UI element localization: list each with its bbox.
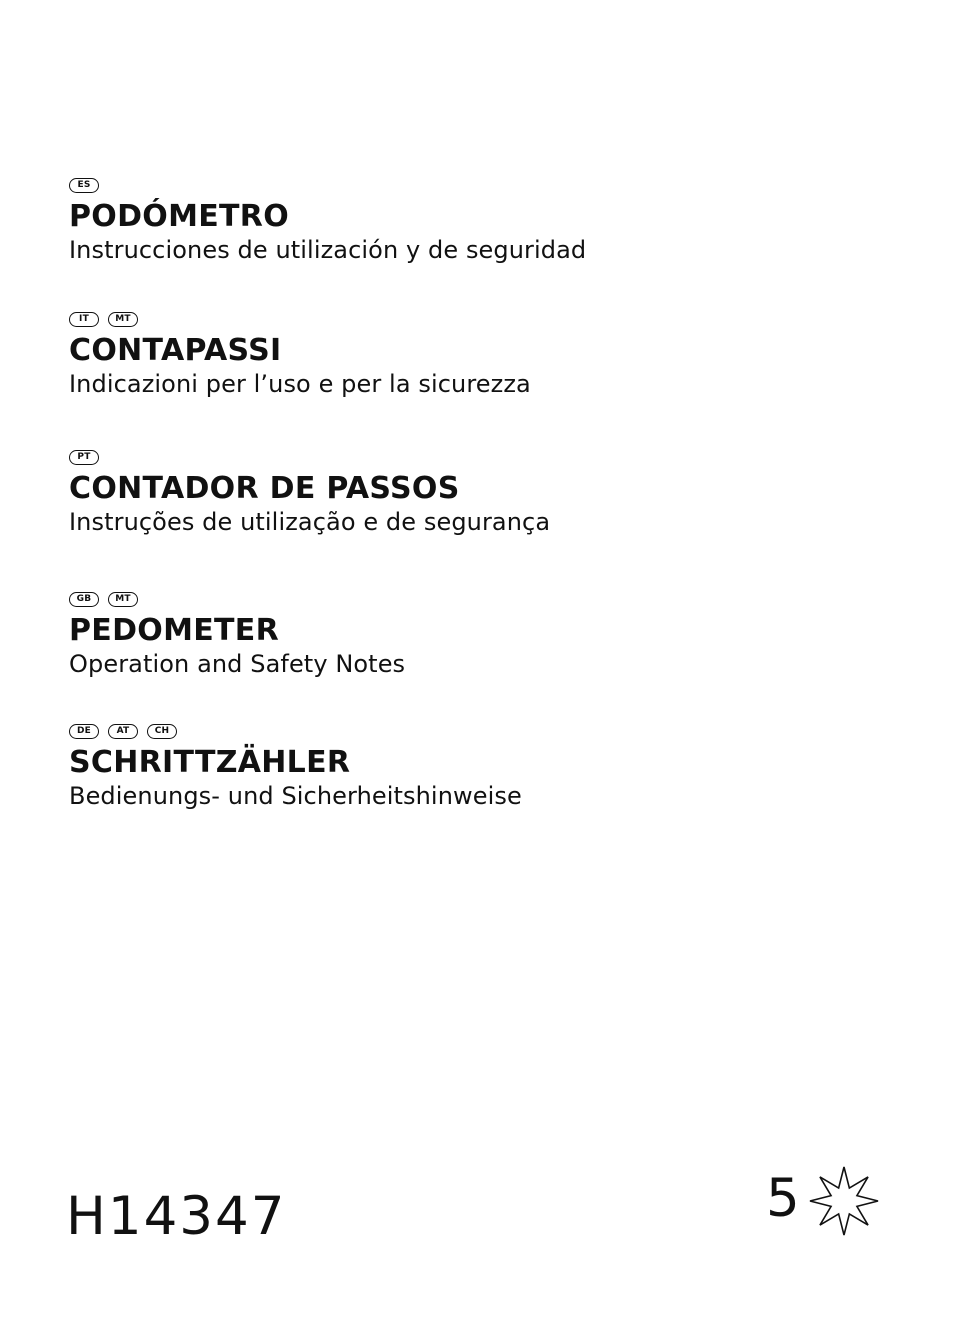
language-section-gb [69,591,405,679]
language-section-it [69,311,531,399]
language-badges [69,723,522,740]
section-title: PODÓMETRO [69,199,290,234]
starburst-icon [808,1165,880,1237]
language-badge-de: DE [69,724,99,739]
section-title: CONTADOR DE PASSOS [69,471,460,506]
section-title: CONTAPASSI [69,333,282,368]
language-section-es [69,177,586,265]
section-title: SCHRITTZÄHLER [69,745,351,780]
language-badges [69,449,550,466]
language-badge-mt: MT [108,312,138,327]
section-subtitle: Instruções de utilização e de segurança [69,508,551,536]
page-marker [766,1165,880,1237]
section-title: PEDOMETER [69,613,279,648]
section-subtitle: Indicazioni per l’uso e per la sicurezza [69,370,531,398]
language-badge-ch: CH [147,724,177,739]
language-badge-gb: GB [69,592,99,607]
language-badge-it: IT [69,312,99,327]
language-badges [69,177,586,194]
language-badges [69,311,531,328]
section-subtitle: Operation and Safety Notes [69,650,406,678]
product-code: H14347 [66,1186,287,1247]
language-section-pt [69,449,550,537]
language-section-de [69,723,522,811]
language-badge-es: ES [69,178,99,193]
language-badges [69,591,405,608]
language-badge-pt: PT [69,450,99,465]
page-number: 5 [766,1168,800,1229]
language-badge-at: AT [108,724,138,739]
language-badge-mt: MT [108,592,138,607]
section-subtitle: Instrucciones de utilización y de seguridad [69,236,587,264]
section-subtitle: Bedienungs- und Sicherheitshinweise [69,782,522,810]
